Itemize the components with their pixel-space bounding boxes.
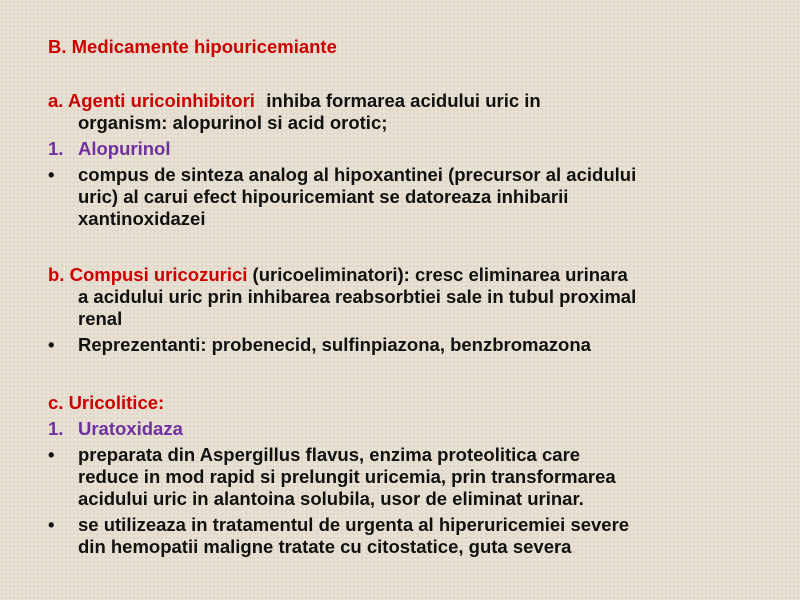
uratoxidaza-bullet2-text2-wrap	[78, 536, 577, 558]
section-b-title	[48, 36, 337, 58]
item-uratoxidaza-number: 1.	[48, 418, 64, 439]
uratoxidaza-bullet2-text2: din hemopatii maligne tratate cu citostatice, guta severa	[78, 536, 572, 557]
part-b-label: b. Compusi uricozurici	[48, 264, 248, 285]
part-a-label: a. Agenti uricoinhibitori	[48, 90, 255, 111]
part-a-text-line1: inhiba formarea acidului uric in	[261, 90, 541, 111]
part-b-text-line2: a acidului uric prin inhibarea reabsorbtiei sale in tubul proximal	[78, 286, 637, 307]
uratoxidaza-bullet2-text1: se utilizeaza in tratamentul de urgenta al hiperuricemiei severe	[78, 514, 630, 535]
item-uratoxidaza	[48, 418, 183, 440]
part-c-title	[48, 392, 164, 414]
item-alopurinol	[48, 138, 171, 160]
bullet-icon: •	[48, 444, 55, 465]
uratoxidaza-bullet1-text1: preparata din Aspergillus flavus, enzima proteolitica care	[78, 444, 581, 465]
alopurinol-bullet-text3: xantinoxidazei	[78, 208, 206, 229]
part-b-line1	[48, 264, 628, 286]
bullet-icon: •	[48, 514, 55, 535]
part-b-text-line3: renal	[78, 308, 123, 329]
item-alopurinol-number: 1.	[48, 138, 64, 159]
part-b-bullet-text: Reprezentanti: probenecid, sulfinpiazona, benzbromazona	[78, 334, 591, 355]
section-b-title-text: B. Medicamente hipouricemiante	[48, 36, 337, 57]
part-a-line1	[48, 90, 541, 112]
bullet-icon: •	[48, 334, 55, 355]
alopurinol-bullet-text2: uric) al carui efect hipouricemiant se datoreaza inhibarii	[78, 186, 569, 207]
part-a-separator: :	[254, 90, 262, 111]
uratoxidaza-bullet2-end: .	[571, 536, 577, 557]
item-alopurinol-name: Alopurinol	[78, 138, 171, 159]
uratoxidaza-bullet1-text3: acidului uric in alantoina solubila, usor de eliminat urinar.	[78, 488, 584, 509]
uratoxidaza-bullet1-text2: reduce in mod rapid si prelungit uricemia, prin transformarea	[78, 466, 616, 487]
part-c-label: c. Uricolitice:	[48, 392, 165, 413]
part-a-text-line2: organism: alopurinol si acid orotic;	[78, 112, 388, 133]
item-uratoxidaza-name: Uratoxidaza	[78, 418, 183, 439]
bullet-icon: •	[48, 164, 55, 185]
part-b-text-line1: (uricoeliminatori): cresc eliminarea urinara	[247, 264, 628, 285]
alopurinol-bullet-text1: compus de sinteza analog al hipoxantinei (precursor al acidului	[78, 164, 637, 185]
